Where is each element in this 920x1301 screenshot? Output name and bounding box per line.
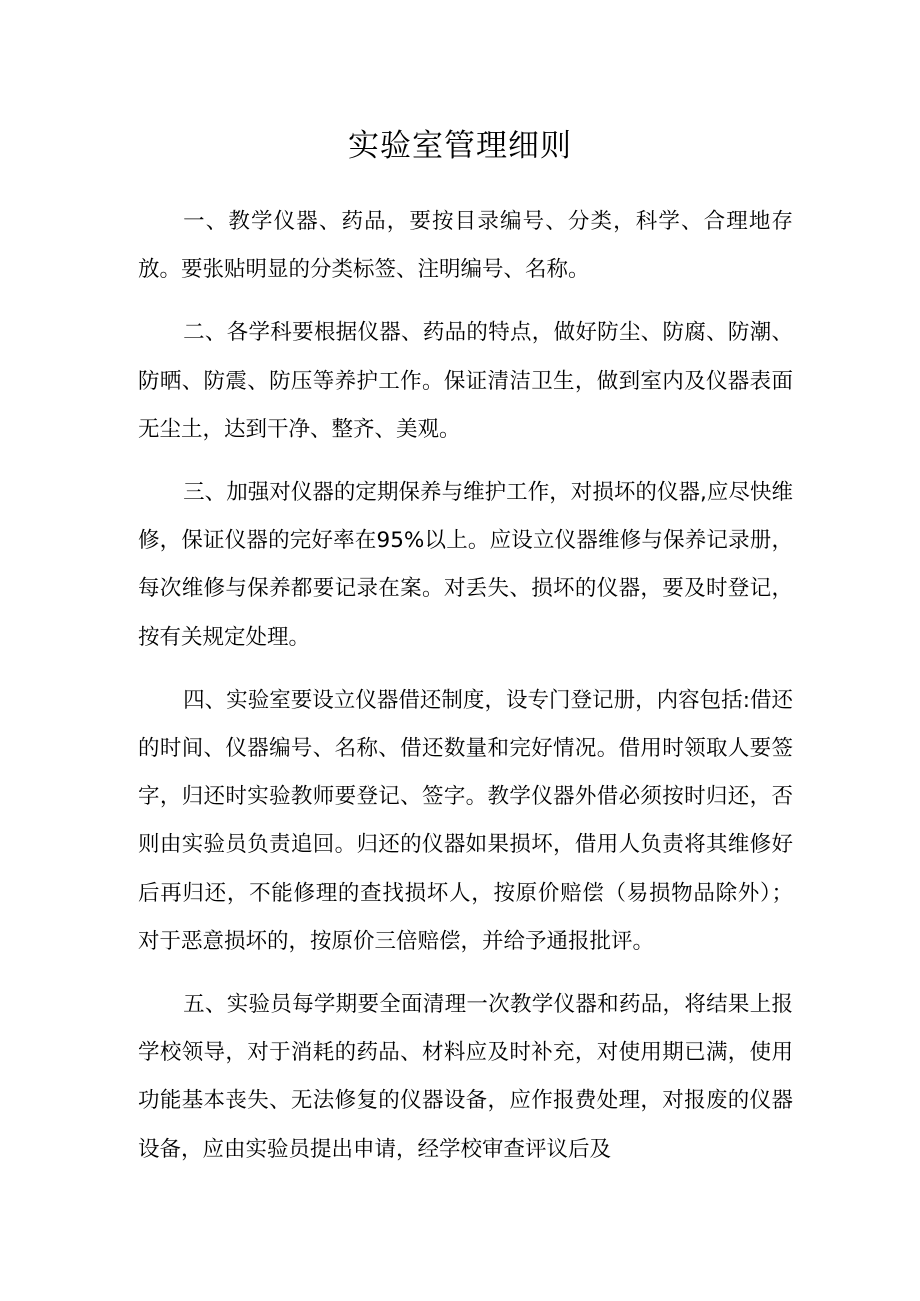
paragraph-4: 四、实验室要设立仪器借还制度，设专门登记册，内容包括:借还的时间、仪器编号、名称、借还数量和完好情况。借用时领取人要签字，归还时实验教师要登记、签字。教学仪器外借必须按时归还，否则由实验员负责追回。归还的仪器如果损坏，借用人负责将其维修好后再归还，不能修理的查找损坏人，按原价赔偿（易损物品除外）；对于恶意损坏的，按原价三倍赔偿，并给予通报批评。 bbox=[138, 687, 793, 954]
document-title: 实验室管理细则 bbox=[348, 128, 572, 164]
paragraph-5: 五、实验员每学期要全面清理一次教学仪器和药品，将结果上报学校领导，对于消耗的药品、材料应及时补充，对使用期已满，使用功能基本丧失、无法修复的仪器设备，应作报费处理，对报废的仪器设备，应由实验员提出申请，经学校审查评议后及 bbox=[138, 992, 793, 1162]
paragraph-3: 三、加强对仪器的定期保养与维护工作，对损坏的仪器,应尽快维修，保证仪器的完好率在95%以上。应设立仪器维修与保养记录册，每次维修与保养都要记录在案。对丢失、损坏的仪器，要及时登记，按有关规定处理。 bbox=[138, 480, 793, 650]
paragraph-2: 二、各学科要根据仪器、药品的特点，做好防尘、防腐、防潮、防晒、防震、防压等养护工作。保证清洁卫生，做到室内及仪器表面无尘土，达到干净、整齐、美观。 bbox=[138, 320, 793, 442]
document-body bbox=[138, 198, 793, 1189]
paragraph-1: 一、教学仪器、药品，要按目录编号、分类，科学、合理地存放。要张贴明显的分类标签、注明编号、名称。 bbox=[138, 209, 793, 283]
